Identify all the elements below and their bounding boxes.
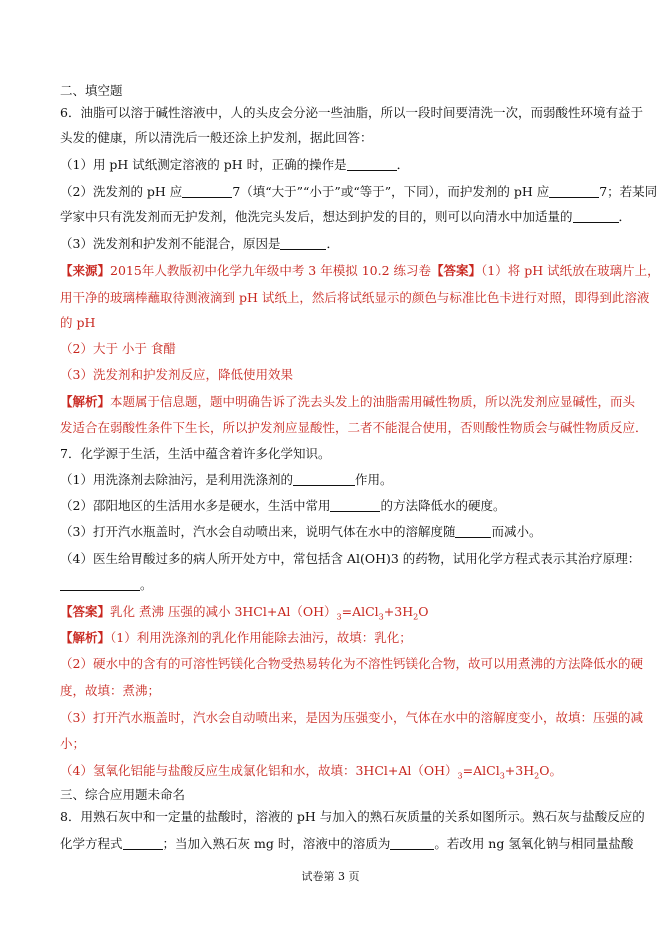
answer-blank: [573, 210, 619, 223]
answer-blank: [123, 837, 163, 850]
q7-analysis-4: [60, 762, 611, 786]
q6-part3-text: （3）洗发剂和护发剂不能混合，原因是: [60, 236, 281, 251]
equation-water: +3H: [383, 604, 414, 619]
q7-part4-cont: [60, 576, 611, 594]
q6-part3-end: ．: [326, 236, 339, 251]
q6-answer-line3: 的 pH: [60, 315, 96, 330]
analysis-text: （1）利用洗涤剂的乳化作用能除去油污，故填：乳化；: [110, 630, 412, 645]
equation-water: +3H: [504, 763, 535, 778]
q7-part4-end: 。: [140, 577, 153, 592]
q7-part2-text: （2）邵阳地区的生活用水多是硬水，生活中常用: [60, 498, 331, 513]
q7-part1: [60, 471, 611, 489]
subscript: 2: [413, 612, 419, 622]
q7-answer: [60, 603, 611, 627]
answer-text: 乳化 煮沸 压强的减小: [110, 604, 235, 619]
q6-part2-cont-text: 学家中只有洗发剂而无护发剂，他洗完头发后，想达到护发的目的，则可以向清水中加适量的: [60, 209, 573, 224]
q8-line1: 8．用熟石灰中和一定量的盐酸时，溶液的 pH 与加入的熟石灰质量的关系如图所示。熟石灰与盐酸反应的: [60, 809, 645, 824]
q6-part2-end: 7；若某同: [599, 184, 658, 199]
subscript: 2: [534, 771, 540, 781]
q7-analysis-3: （3）打开汽水瓶盖时，汽水会自动喷出来，是因为压强变小，气体在水中的溶解度变小，故填：压强的减: [60, 710, 643, 725]
equation-left: 3HCl+Al（OH）: [234, 604, 337, 619]
q6-analysis: [60, 393, 636, 411]
q7-part1-end: 作用。: [354, 472, 393, 487]
equation: [234, 604, 429, 622]
q6-part3: [60, 235, 611, 253]
analysis-4-text: （4）氢氧化铝能与盐酸反应生成氯化铝和水，故填：: [60, 763, 356, 778]
subscript: 3: [499, 771, 505, 781]
q6-part1: [60, 156, 611, 174]
q8-line2: [60, 835, 634, 853]
equation-end: O: [418, 604, 429, 619]
answer-blank: [347, 158, 397, 171]
q7-part2: [60, 497, 611, 515]
q6-part2-text: （2）洗发剂的 pH 应: [60, 184, 183, 199]
section-heading: 三、综合应用题未命名: [60, 787, 186, 802]
q7-part3: [60, 523, 611, 541]
q6-part1-text: （1）用 pH 试纸测定溶液的 pH 时，正确的操作是: [60, 157, 347, 172]
page-footer: 试卷第 3 页: [301, 870, 360, 883]
subscript: 3: [457, 771, 463, 781]
q6-part1-end: ．: [396, 157, 410, 172]
q6-part2: [60, 183, 658, 201]
q6-source-answer: [60, 262, 660, 280]
q8-line2-text: 化学方程式: [60, 836, 123, 851]
q6-answer-line2: 用干净的玻璃棒蘸取待测液滴到 pH 试纸上，然后将试纸显示的颜色与标准比色卡进行对照，即得到此溶液: [60, 290, 650, 305]
q7-stem: 7．化学源于生活，生活中蕴含着许多化学知识。: [60, 446, 331, 461]
subscript: 3: [336, 612, 342, 622]
equation-product: =AlCl: [341, 604, 379, 619]
q8-line2-mid: ；当加入熟石灰 mg 时，溶液中的溶质为: [162, 836, 391, 851]
q7-part3-text: （3）打开汽水瓶盖时，汽水会自动喷出来，说明气体在水中的溶解度随: [60, 524, 456, 539]
q6-part2-cont: [60, 208, 632, 226]
q7-part1-text: （1）用洗涤剂去除油污，是利用洗涤剂的: [60, 472, 293, 487]
answer-blank: [330, 499, 380, 512]
analysis-label: 【解析】: [60, 394, 111, 409]
q6-line2: 头发的健康，所以清洗后一般还涂上护发剂，据此回答：: [60, 130, 373, 145]
answer-blank: [280, 237, 326, 250]
q7-analysis-3-cont: 小；: [60, 736, 86, 751]
answer-label: 【答案】: [431, 263, 482, 278]
q7-part3-end: 而减小。: [491, 524, 542, 539]
equation-product: =AlCl: [462, 763, 500, 778]
q8-line2-end: 。若改用 ng 氢氧化钠与相同量盐酸: [434, 836, 634, 851]
answer-blank: [60, 578, 140, 591]
answer-blank: [293, 473, 355, 486]
q6-part2-mid: 7（填“大于”“小于”或“等于”，下同），而护发剂的 pH 应: [232, 184, 550, 199]
answer-blank: [182, 185, 232, 198]
q6-answer-part3: （3）洗发剂和护发剂反应，降低使用效果: [60, 367, 293, 382]
analysis-text: 本题属于信息题，题中明确告诉了洗去头发上的油脂需用碱性物质，所以洗发剂应显碱性，而头: [110, 394, 636, 409]
q7-part2-end: 的方法降低水的硬度。: [380, 498, 506, 513]
answer-label: 【答案】: [60, 604, 111, 619]
q7-analysis-2-cont: 度，故填：煮沸；: [60, 683, 161, 698]
answer-blank: [390, 837, 434, 850]
answer-text: （1）将 pH 试纸放在玻璃片上，: [481, 263, 660, 278]
equation-left: 3HCl+Al（OH）: [355, 763, 458, 778]
analysis-4-end: O。: [539, 763, 562, 778]
subscript: 3: [378, 612, 384, 622]
analysis-label: 【解析】: [60, 630, 111, 645]
answer-blank: [549, 185, 599, 198]
q6-part2-cont-end: ．: [618, 209, 632, 224]
section-heading: 二、填空题: [60, 83, 123, 98]
q7-part4: （4）医生给胃酸过多的病人所开处方中，常包括含 Al(OH)3 的药物，试用化学方程式表示其治疗原理：: [60, 551, 641, 566]
q7-analysis-1: [60, 629, 611, 647]
q6-analysis-line2: 发适合在弱酸性条件下生长，所以护发剂应显酸性，二者不能混合使用，否则酸性物质会与碱性物质反应．: [60, 420, 648, 435]
source-text: 2015年人教版初中化学九年级中考 3 年模拟 10.2 练习卷: [110, 263, 432, 278]
q6-line1: 6．油脂可以溶于碱性溶液中，人的头皮会分泌一些油脂，所以一段时间要清洗一次，而弱酸性环境有益于: [60, 105, 643, 120]
q7-analysis-2: （2）硬水中的含有的可溶性钙镁化合物受热易转化为不溶性钙镁化合物，故可以用煮沸的方法降低水的硬: [60, 656, 643, 671]
answer-blank: [455, 525, 491, 538]
source-label: 【来源】: [60, 263, 111, 278]
q6-answer-part2: （2）大于 小于 食醋: [60, 341, 176, 356]
